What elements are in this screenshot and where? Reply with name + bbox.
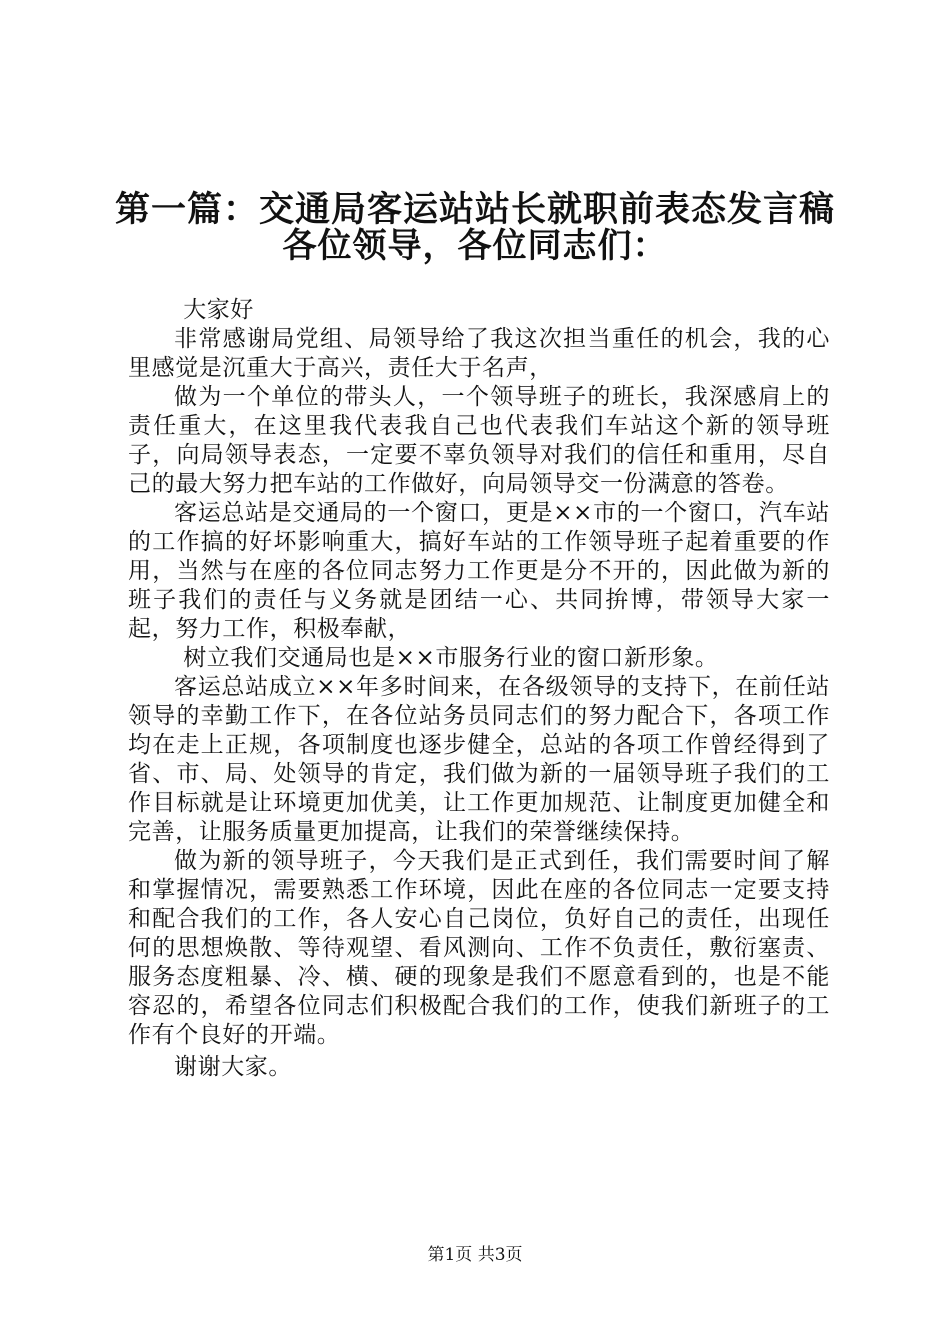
paragraph: 树立我们交通局也是××市服务行业的窗口新形象。 [183,645,719,671]
paragraph: 客运总站是交通局的一个窗口，更是××市的一个窗口，汽车站的工作搞的好坏影响重大，搞好车站的工作领导班子起着重要的作用，当然与在座的各位同志努力工作更是分不开的，因此做为新的班子我们的责任与义务就是团结一心、共同拚博，带领导大家一起，努力工作，积极奉献， [128,500,830,642]
document-subtitle: 各位领导，各位同志们： [282,226,668,266]
paragraph-greeting: 大家好 [183,297,254,323]
paragraph: 客运总站成立××年多时间来，在各级领导的支持下，在前任站领导的幸勤工作下，在各位站务员同志们的努力配合下，各项工作均在走上正规，各项制度也逐步健全，总站的各项工作曾经得到了省、市、局、处领导的肯定，我们做为新的一届领导班子我们的工作目标就是让环境更加优美，让工作更加规范、让制度更加健全和完善，让服务质量更加提高，让我们的荣誉继续保持。 [128,674,830,845]
document-body [128,296,830,1082]
paragraph-thanks: 谢谢大家。 [174,1054,292,1080]
page-footer: 第1页 共3页 [427,1245,523,1265]
paragraph: 非常感谢局党组、局领导给了我这次担当重任的机会，我的心里感觉是沉重大于高兴，责任大于名声， [128,326,830,381]
paragraph: 做为一个单位的带头人，一个领导班子的班长，我深感肩上的责任重大，在这里我代表我自己也代表我们车站这个新的领导班子，向局领导表态，一定要不辜负领导对我们的信任和重用，尽自己的最大努力把车站的工作做好，向局领导交一份满意的答卷。 [128,384,830,497]
document-title: 第一篇：交通局客运站站长就职前表态发言稿 [114,189,835,230]
paragraph: 做为新的领导班子，今天我们是正式到任，我们需要时间了解和掌握情况，需要熟悉工作环境，因此在座的各位同志一定要支持和配合我们的工作，各人安心自己岗位，负好自己的责任，出现任何的思想焕散、等待观望、看风测向、工作不负责任，敷衍塞责、服务态度粗暴、冷、横、硬的现象是我们不愿意看到的，也是不能容忍的，希望各位同志们积极配合我们的工作，使我们新班子的工作有个良好的开端。 [128,848,830,1048]
